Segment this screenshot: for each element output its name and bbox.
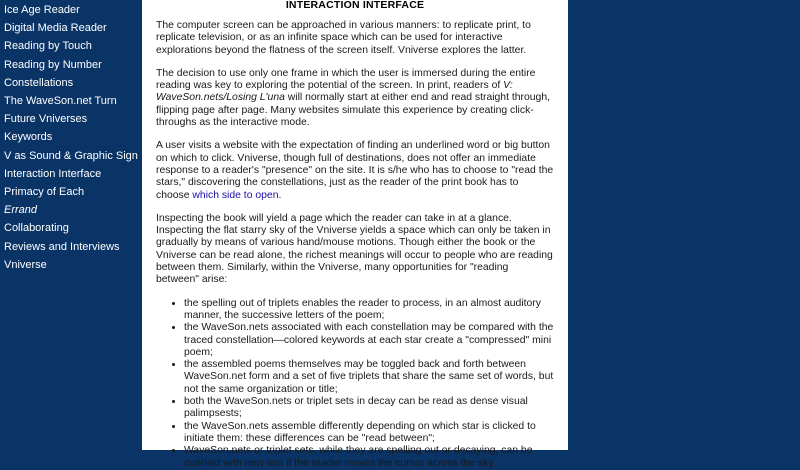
book-title-italic: V: WaveSon.nets/Losing L'una [156,80,513,104]
right-margin [568,0,800,450]
sidebar-nav [0,0,142,450]
paragraph-3 [156,140,554,201]
list-item: • the WaveSon.nets associated with each constellation may be compared with the traced constellation—colored keywords at each star create a "compressed" mini poem; [184,322,554,359]
nav-item-constellations[interactable]: Constellations [4,76,74,89]
list-item: • the assembled poems themselves may be toggled back and forth between WaveSon.net form and a set of five triplets that share the same set of words, but not the same organization or title; [184,359,554,396]
nav-item-interaction-interface[interactable]: Interaction Interface [4,167,102,180]
nav-item-reading-by-number[interactable]: Reading by Number [4,58,102,71]
nav-item-keywords[interactable]: Keywords [4,131,53,144]
reading-between-list [156,298,554,470]
nav-item-errand[interactable]: Errand [4,204,38,217]
which-side-to-open-link[interactable]: which side to open [192,189,279,201]
paragraph-2-text-a: The decision to use only one frame in which the user is immersed during the entire reading was key to exploring the potential of the screen. In print, readers of [156,67,536,92]
page-title: INTERACTION INTERFACE [285,0,425,11]
nav-item-waveson-net-turn[interactable]: The WaveSon.net Turn [4,95,117,108]
paragraph-2 [156,68,554,129]
paragraph-3-text-a: A user visits a website with the expectation of finding an underlined word or big button on which to click. Vniverse, though full of destinations, does not offer an immediate response to a reader's "presence" on the site. It is s/he who has to choose to "read the stars," discovering the constellations, just as the reader of the print book has to choose [156,140,554,201]
paragraph-3-text-b: . [278,189,282,201]
list-item: • both the WaveSon.nets or triplet sets in decay can be read as dense visual palimpsests; [184,396,554,421]
nav-item-digital-media-reader[interactable]: Digital Media Reader [4,22,107,35]
paragraph-4: Inspecting the book will yield a page which the reader can take in at a glance. Inspecting the flat starry sky of the Vniverse yields a space which can only be taken in gradually by means of various hand/mouse motions. Though either the book or the Vniverse can be read alone, the richest meanings will occur to people who are reading between them. Similarly, within the Vniverse, many opportunities for "reading between" arise: [156,212,553,286]
nav-item-future-vniverses[interactable]: Future Vniverses [4,113,88,126]
nav-item-reading-by-touch[interactable]: Reading by Touch [4,40,92,53]
list-item: • the WaveSon.nets assemble differently depending on which star is clicked to initiate them: these differences can be "read between"; [184,421,554,446]
paragraph-1: The computer screen can be approached in various manners: to replicate print, to replicate television, or as an infinite space which can be used for interactive explorations beyond the flatness of the screen itself. Vniverse explores the latter. [156,20,531,56]
list-item: • the spelling out of triplets enables the reader to process, in an almost auditory manner, the successive letters of the poem; [184,298,554,323]
main-content [142,0,568,469]
nav-item-collaborating[interactable]: Collaborating [4,222,69,235]
nav-item-vniverse[interactable]: Vniverse [4,258,47,271]
article-body [142,0,568,470]
nav-list [0,0,142,274]
nav-item-reviews-interviews[interactable]: Reviews and Interviews [4,240,120,253]
paragraph-2-text-b: will normally start at either end and read straight through, flipping page after page. Many websites simulate this experience by creating click-throughs as the interactive mode. [156,92,550,129]
nav-item-v-sound-graphic-sign[interactable]: V as Sound & Graphic Sign [4,149,138,162]
list-item: • WaveSon.nets or triplet sets, while they are spelling out or decaying, can be overlaid with new text if the reader moves the cursor across the sky. [184,445,554,470]
nav-item-ice-age-reader[interactable]: Ice Age Reader [4,4,80,16]
nav-item-primacy-of-each[interactable]: Primacy of Each [4,186,85,199]
